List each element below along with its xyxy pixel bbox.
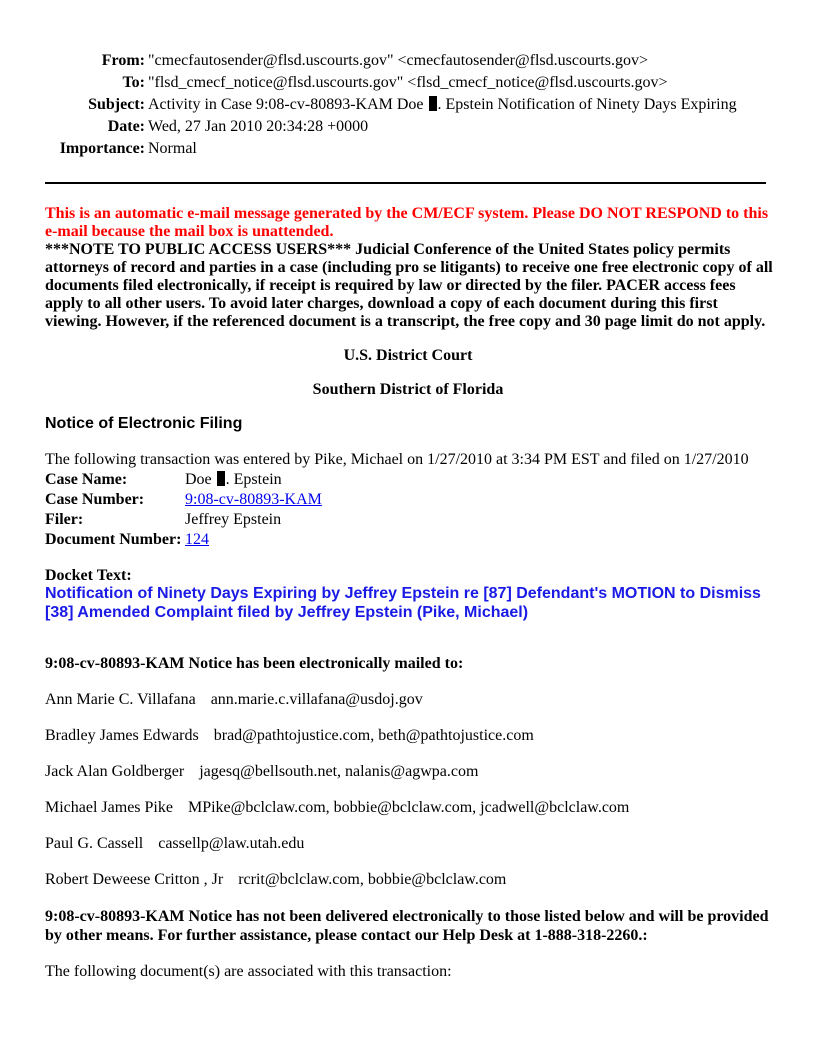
- date-label: Date:: [107, 118, 145, 135]
- recipient-row: [45, 762, 478, 782]
- case-name-text-end: . Epstein: [225, 471, 282, 488]
- recipient-row: [45, 834, 304, 854]
- auto-message-warning: This is an automatic e-mail message generated by the CM/ECF system. Please DO NOT RESPOND to this e-mail because the mail box is unattended.: [45, 205, 769, 240]
- case-number-row: [45, 490, 322, 510]
- recipient-row: [45, 690, 423, 710]
- recipient-name: Bradley James Edwards: [45, 727, 199, 744]
- subject-value: [148, 94, 737, 116]
- court-name: U.S. District Court: [343, 347, 473, 364]
- importance-label: Importance:: [59, 140, 145, 157]
- header-divider: [45, 182, 766, 184]
- case-info-table: [45, 470, 322, 550]
- subject-text-end: . Epstein Notification of Ninety Days Expiring: [437, 96, 737, 113]
- recipient-row: [45, 726, 534, 746]
- importance-value: Normal: [148, 140, 197, 157]
- date-value: Wed, 27 Jan 2010 20:34:28 +0000: [148, 118, 369, 135]
- case-name-row: [45, 470, 322, 490]
- document-number-row: [45, 530, 322, 550]
- transaction-text: The following transaction was entered by Pike, Michael on 1/27/2010 at 3:34 PM EST and filed on 1/27/2010: [45, 451, 749, 468]
- recipient-emails: jagesq@bellsouth.net, nalanis@agwpa.com: [199, 763, 479, 780]
- mailed-heading: 9:08-cv-80893-KAM Notice has been electronically mailed to:: [45, 655, 464, 672]
- case-name-label: Case Name:: [45, 471, 128, 488]
- redaction-block: [217, 471, 225, 486]
- case-name-value: [185, 470, 282, 490]
- case-number-label: Case Number:: [45, 491, 145, 508]
- from-label: From:: [101, 52, 145, 69]
- filer-value: Jeffrey Epstein: [185, 511, 282, 528]
- document-number-link[interactable]: 124: [185, 531, 209, 548]
- subject-text-start: Activity in Case 9:08-cv-80893-KAM Doe: [148, 96, 424, 113]
- docket-text-label: Docket Text:: [45, 567, 132, 584]
- from-value: "cmecfautosender@flsd.uscourts.gov" <cmecfautosender@flsd.uscourts.gov>: [148, 52, 648, 69]
- redaction-block: [429, 96, 437, 111]
- subject-label: Subject:: [88, 96, 145, 113]
- recipient-name: Michael James Pike: [45, 799, 173, 816]
- recipient-name: Paul G. Cassell: [45, 835, 144, 852]
- recipient-name: Robert Deweese Critton , Jr: [45, 871, 224, 888]
- to-label: To:: [122, 74, 145, 91]
- from-row: [0, 50, 816, 72]
- recipient-name: Ann Marie C. Villafana: [45, 691, 196, 708]
- document-number-label: Document Number:: [45, 531, 182, 548]
- subject-row: [0, 94, 816, 116]
- recipient-name: Jack Alan Goldberger: [45, 763, 185, 780]
- public-access-note: ***NOTE TO PUBLIC ACCESS USERS*** Judicial Conference of the United States policy permits attorneys of record and parties in a case (including pro se litigants) to receive one free electronic copy of all documents filed electronically, if receipt is required by law or directed by the filer. PACER access fees apply to all other users. To avoid later charges, download a copy of each document during this first viewing. However, if the referenced document is a transcript, the free copy and 30 page limit do not apply.: [45, 241, 773, 330]
- district-name: Southern District of Florida: [312, 381, 504, 398]
- date-row: [0, 116, 816, 138]
- to-row: [0, 72, 816, 94]
- recipient-emails: cassellp@law.utah.edu: [158, 835, 305, 852]
- to-value: "flsd_cmecf_notice@flsd.uscourts.gov" <flsd_cmecf_notice@flsd.uscourts.gov>: [148, 74, 668, 91]
- nef-title: Notice of Electronic Filing: [45, 415, 243, 432]
- case-number-link[interactable]: 9:08-cv-80893-KAM: [185, 491, 322, 508]
- recipient-row: [45, 870, 506, 890]
- recipient-row: [45, 798, 629, 818]
- recipient-emails: MPike@bclclaw.com, bobbie@bclclaw.com, jcadwell@bclclaw.com: [187, 799, 630, 816]
- not-delivered-heading: 9:08-cv-80893-KAM Notice has not been delivered electronically to those listed below and will be provided by other means. For further assistance, please contact our Help Desk at 1-888-318-2260.:: [45, 908, 769, 944]
- associated-documents-text: The following document(s) are associated with this transaction:: [45, 963, 452, 980]
- importance-row: [0, 138, 816, 160]
- filer-label: Filer:: [45, 511, 84, 528]
- recipient-emails: brad@pathtojustice.com, beth@pathtojustice.com: [213, 727, 534, 744]
- recipient-emails: ann.marie.c.villafana@usdoj.gov: [210, 691, 423, 708]
- recipient-emails: rcrit@bclclaw.com, bobbie@bclclaw.com: [238, 871, 507, 888]
- case-name-text-start: Doe: [185, 471, 212, 488]
- email-header: [0, 50, 816, 160]
- docket-text: Notification of Ninety Days Expiring by Jeffrey Epstein re [87] Defendant's MOTION to Dismiss [38] Amended Complaint filed by Jeffrey Epstein (Pike, Michael): [45, 585, 761, 621]
- filer-row: [45, 510, 322, 530]
